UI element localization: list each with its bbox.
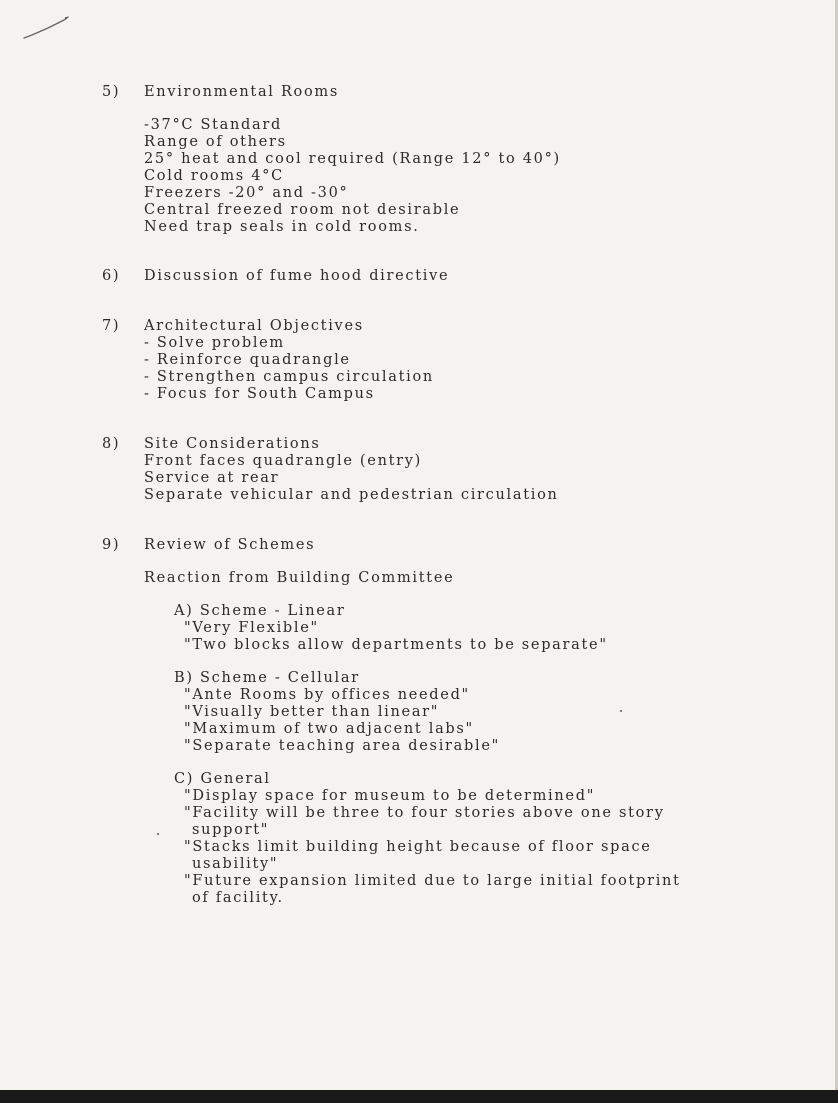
text-line: Range of others: [144, 134, 287, 150]
section-9: [102, 537, 762, 917]
text-line: Service at rear: [144, 470, 280, 486]
section-6: [102, 268, 762, 288]
quote-line: "Two blocks allow departments to be separate": [184, 637, 608, 653]
text-line: 25° heat and cool required (Range 12° to 40°): [144, 151, 561, 167]
scan-edge-bottom: [0, 1090, 838, 1103]
scheme-heading: B) Scheme - Cellular: [174, 670, 360, 686]
quote-line: "Maximum of two adjacent labs": [184, 721, 474, 737]
intro-line: Reaction from Building Committee: [144, 570, 455, 586]
list-item: - Focus for South Campus: [144, 386, 375, 402]
text-line: Separate vehicular and pedestrian circulation: [144, 487, 559, 503]
text-line: Cold rooms 4°C: [144, 168, 284, 184]
section-title: Site Considerations: [144, 436, 321, 452]
list-item: - Strengthen campus circulation: [144, 369, 434, 385]
section-body: [144, 268, 754, 285]
quote-line: support": [192, 822, 270, 838]
section-body: [144, 436, 754, 504]
quote-line: "Stacks limit building height because of floor space: [184, 839, 652, 855]
text-line: Central freezed room not desirable: [144, 202, 461, 218]
quote-line: "Display space for museum to be determined": [184, 788, 596, 804]
section-7: [102, 318, 762, 408]
section-body: [144, 318, 754, 403]
section-body: [144, 84, 754, 236]
section-number: 5): [102, 84, 121, 100]
section-title: Environmental Rooms: [144, 84, 340, 100]
quote-line: "Ante Rooms by offices needed": [184, 687, 470, 703]
section-number: 9): [102, 537, 121, 553]
section-8: [102, 436, 762, 508]
speck: [620, 710, 622, 712]
text-line: Front faces quadrangle (entry): [144, 453, 423, 469]
scheme-heading: C) General: [174, 771, 271, 787]
text-line: Freezers -20° and -30°: [144, 185, 349, 201]
section-title: Discussion of fume hood directive: [144, 268, 450, 284]
quote-line: "Visually better than linear": [184, 704, 440, 720]
section-body: [144, 537, 754, 907]
pen-stroke-mark: [18, 14, 72, 40]
section-number: 8): [102, 436, 121, 452]
quote-line: usability": [192, 856, 279, 872]
list-item: - Solve problem: [144, 335, 285, 351]
section-title: Review of Schemes: [144, 537, 316, 553]
quote-line: of facility.: [192, 890, 284, 906]
text-line: -37°C Standard: [144, 117, 282, 133]
scheme-heading: A) Scheme - Linear: [174, 603, 346, 619]
quote-line: "Facility will be three to four stories above one story: [184, 805, 665, 821]
section-number: 7): [102, 318, 121, 334]
section-5: [102, 84, 762, 234]
quote-line: "Separate teaching area desirable": [184, 738, 500, 754]
list-item: - Reinforce quadrangle: [144, 352, 351, 368]
quote-line: "Future expansion limited due to large initial footprint: [184, 873, 681, 889]
speck: [157, 833, 159, 835]
section-title: Architectural Objectives: [144, 318, 364, 334]
quote-line: "Very Flexible": [184, 620, 319, 636]
section-number: 6): [102, 268, 121, 284]
text-line: Need trap seals in cold rooms.: [144, 219, 420, 235]
